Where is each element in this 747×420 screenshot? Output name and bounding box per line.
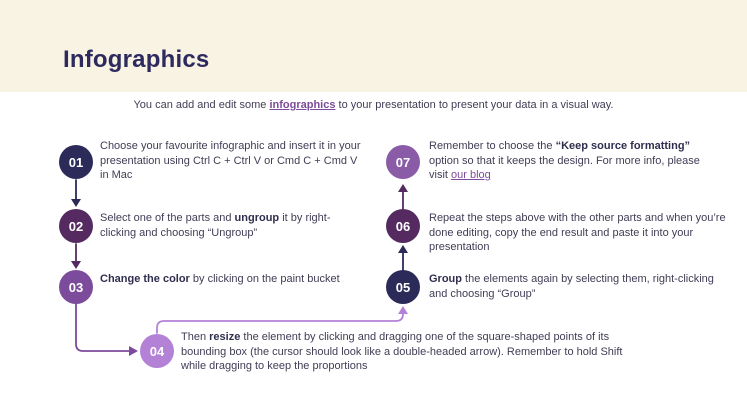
step-text-04 [181,330,623,374]
step-number-02: 02 [68,218,84,234]
step-03-bold: Change the color [100,273,190,285]
arrow-03-to-04 [76,304,129,351]
step-05-post: the elements again by selecting them, right-clicking and choosing “Group” [429,273,714,300]
step-05-bold: Group [429,273,462,285]
our-blog-link[interactable]: our blog [451,169,491,181]
step-text-07 [429,139,721,183]
intro-pre: You can add and edit some [133,99,270,111]
step-text-06 [429,211,731,255]
page-title: Infographics [63,46,210,73]
step-text-01 [100,139,368,183]
step-number-07: 07 [395,154,411,170]
step-06-body: Repeat the steps above with the other parts and when you’re done editing, copy the end result and paste it into your presentation [429,212,726,253]
step-text-05 [429,272,729,301]
step-04-post: the element by clicking and dragging one of the square-shaped points of its bounding box (the cursor should look like a double-headed arrow). Remember to hold Shift while dragging to keep the proportions [181,331,623,372]
step-circle-07 [386,145,420,179]
step-number-03: 03 [68,279,84,295]
step-02-pre: Select one of the parts and [100,212,235,224]
step-04-bold: resize [209,331,241,343]
infographics-link[interactable]: infographics [269,99,336,111]
step-number-05: 05 [395,279,411,295]
step-text-02 [100,211,362,240]
step-number-01: 01 [68,154,84,170]
step-04-pre: Then [181,331,210,343]
step-circle-02 [59,209,93,243]
step-circle-05 [386,270,420,304]
step-02-bold: ungroup [234,212,280,224]
step-01-body: Choose your favourite infographic and insert it in your presentation using Ctrl C + Ctrl V or Cmd C + Cmd V in Mac [100,140,361,181]
step-07-bold: “Keep source formatting” [555,140,691,152]
step-circle-01 [59,145,93,179]
step-circle-04 [140,334,174,368]
step-text-03 [100,272,362,287]
step-07-mid: option so that it keeps the design. For more info, please visit [429,154,700,181]
step-number-04: 04 [149,343,165,359]
intro-post: to your presentation to present your data in a visual way. [335,99,614,111]
step-circle-06 [386,209,420,243]
step-number-06: 06 [395,218,411,234]
step-02-post: it by right-clicking and choosing “Ungroup” [100,212,331,239]
step-circle-03 [59,270,93,304]
step-07-pre: Remember to choose the [429,140,556,152]
step-03-post: by clicking on the paint bucket [189,273,340,285]
